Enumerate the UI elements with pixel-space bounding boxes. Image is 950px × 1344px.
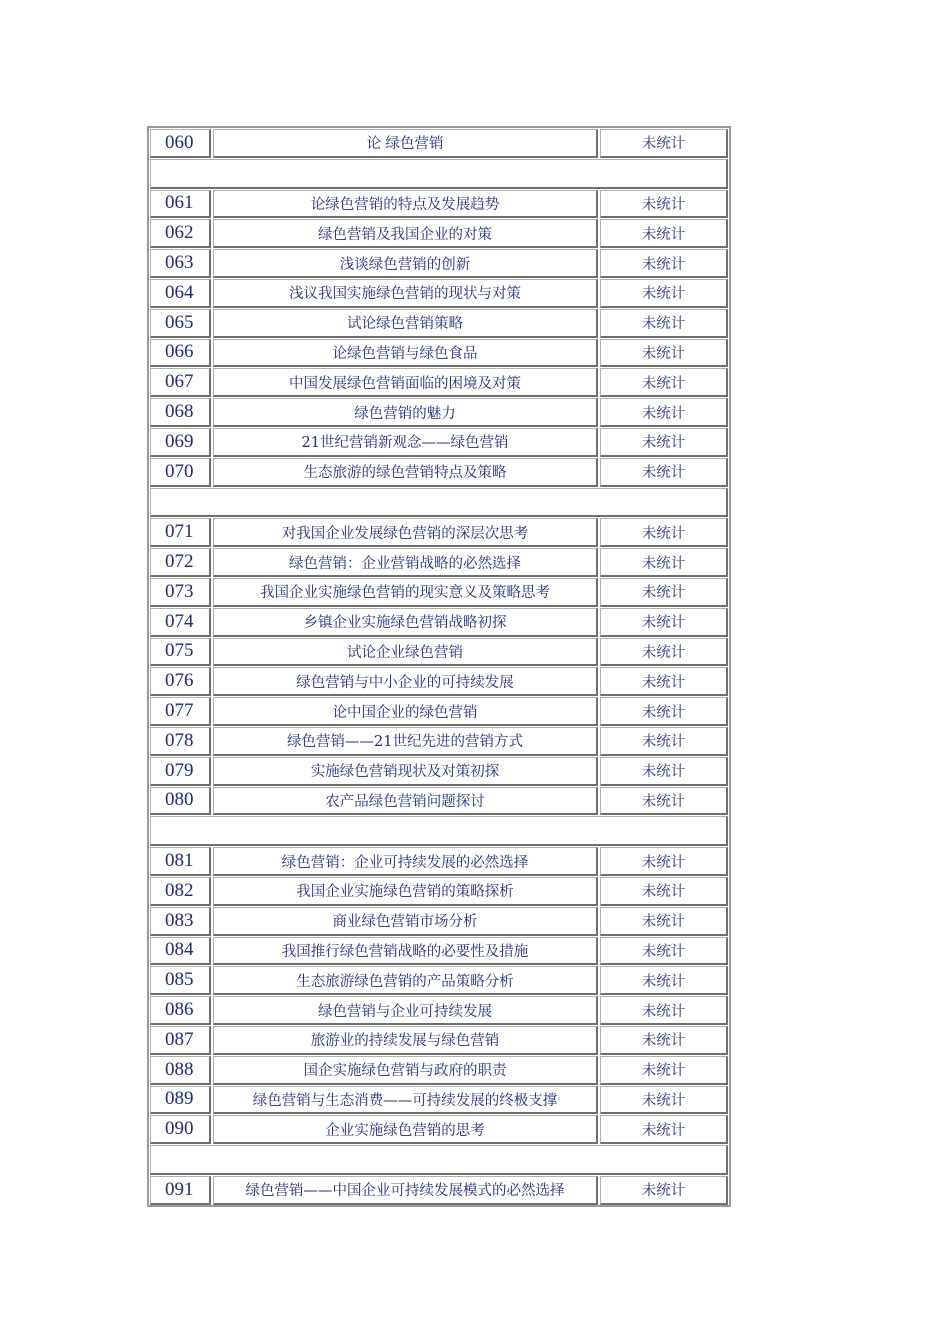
status-cell: 未统计 [600, 727, 728, 756]
paper-title: 我国企业实施绿色营销的现实意义及策略思考 [213, 578, 598, 607]
paper-list-table [147, 126, 731, 1207]
paper-title: 生态旅游绿色营销的产品策略分析 [213, 966, 598, 995]
row-number: 071 [150, 518, 211, 547]
paper-title: 论绿色营销的特点及发展趋势 [213, 190, 598, 219]
table-row [149, 1085, 729, 1115]
status-cell: 未统计 [600, 309, 728, 338]
table-row [149, 367, 729, 397]
table-row [149, 786, 729, 816]
table-row [149, 846, 729, 876]
paper-title: 绿色营销及我国企业的对策 [213, 219, 598, 248]
paper-title: 绿色营销的魅力 [213, 398, 598, 427]
status-cell: 未统计 [600, 1176, 728, 1205]
paper-title: 乡镇企业实施绿色营销战略初探 [213, 608, 598, 637]
row-number: 084 [150, 937, 211, 966]
paper-title: 我国推行绿色营销战略的必要性及措施 [213, 937, 598, 966]
row-number: 091 [150, 1176, 211, 1205]
row-number: 070 [150, 458, 211, 487]
status-cell: 未统计 [600, 548, 728, 577]
table-row [149, 936, 729, 966]
status-cell: 未统计 [600, 996, 728, 1025]
paper-title: 绿色营销与中小企业的可持续发展 [213, 667, 598, 696]
status-cell: 未统计 [600, 638, 728, 667]
separator-row [150, 488, 728, 518]
table-row [149, 248, 729, 278]
paper-title: 国企实施绿色营销与政府的职责 [213, 1056, 598, 1085]
status-cell: 未统计 [600, 907, 728, 936]
paper-title: 浅谈绿色营销的创新 [213, 249, 598, 278]
table-row [149, 278, 729, 308]
table-row [149, 1025, 729, 1055]
row-number: 075 [150, 638, 211, 667]
paper-title: 我国企业实施绿色营销的策略探析 [213, 877, 598, 906]
status-cell: 未统计 [600, 608, 728, 637]
status-cell: 未统计 [600, 877, 728, 906]
row-number: 068 [150, 398, 211, 427]
paper-title: 绿色营销与生态消费——可持续发展的终极支撑 [213, 1086, 598, 1115]
row-number: 081 [150, 847, 211, 876]
table-row [149, 1055, 729, 1085]
paper-title: 农产品绿色营销问题探讨 [213, 787, 598, 816]
row-number: 082 [150, 877, 211, 906]
table-row [149, 397, 729, 427]
row-number: 087 [150, 1026, 211, 1055]
table-row [149, 189, 729, 219]
status-cell: 未统计 [600, 667, 728, 696]
paper-title: 实施绿色营销现状及对策初探 [213, 757, 598, 786]
row-number: 060 [150, 129, 211, 158]
status-cell: 未统计 [600, 787, 728, 816]
table-row [149, 995, 729, 1025]
paper-title: 绿色营销：企业可持续发展的必然选择 [213, 847, 598, 876]
table-row [149, 876, 729, 906]
paper-title: 绿色营销——中国企业可持续发展模式的必然选择 [213, 1176, 598, 1205]
table-row [149, 577, 729, 607]
row-number: 067 [150, 368, 211, 397]
table-row [149, 906, 729, 936]
table-row [149, 965, 729, 995]
row-number: 089 [150, 1086, 211, 1115]
status-cell: 未统计 [600, 578, 728, 607]
table-row [149, 637, 729, 667]
status-cell: 未统计 [600, 937, 728, 966]
paper-title: 绿色营销与企业可持续发展 [213, 996, 598, 1025]
table-row [149, 308, 729, 338]
paper-title: 21世纪营销新观念——绿色营销 [213, 428, 598, 457]
status-cell: 未统计 [600, 1056, 728, 1085]
status-cell: 未统计 [600, 279, 728, 308]
row-number: 074 [150, 608, 211, 637]
table-row [149, 726, 729, 756]
table-row [149, 1175, 729, 1205]
row-number: 073 [150, 578, 211, 607]
table-row [149, 666, 729, 696]
table-row [149, 218, 729, 248]
row-number: 079 [150, 757, 211, 786]
table-row [149, 128, 729, 158]
row-number: 078 [150, 727, 211, 756]
table-row [149, 1114, 729, 1144]
paper-title: 试论绿色营销策略 [213, 309, 598, 338]
paper-title: 绿色营销——21世纪先进的营销方式 [213, 727, 598, 756]
status-cell: 未统计 [600, 966, 728, 995]
status-cell: 未统计 [600, 697, 728, 726]
separator-row [150, 1145, 728, 1175]
table-row [149, 607, 729, 637]
row-number: 065 [150, 309, 211, 338]
row-number: 061 [150, 190, 211, 219]
paper-title: 企业实施绿色营销的思考 [213, 1115, 598, 1144]
row-number: 083 [150, 907, 211, 936]
status-cell: 未统计 [600, 398, 728, 427]
paper-title: 论 绿色营销 [213, 129, 598, 158]
paper-title: 旅游业的持续发展与绿色营销 [213, 1026, 598, 1055]
paper-title: 绿色营销：企业营销战略的必然选择 [213, 548, 598, 577]
status-cell: 未统计 [600, 368, 728, 397]
row-number: 090 [150, 1115, 211, 1144]
row-number: 088 [150, 1056, 211, 1085]
status-cell: 未统计 [600, 757, 728, 786]
table-row [149, 547, 729, 577]
table-row [149, 338, 729, 368]
status-cell: 未统计 [600, 1026, 728, 1055]
paper-title: 试论企业绿色营销 [213, 638, 598, 667]
status-cell: 未统计 [600, 1115, 728, 1144]
table-row [149, 756, 729, 786]
status-cell: 未统计 [600, 129, 728, 158]
status-cell: 未统计 [600, 518, 728, 547]
paper-title: 对我国企业发展绿色营销的深层次思考 [213, 518, 598, 547]
paper-title: 中国发展绿色营销面临的困境及对策 [213, 368, 598, 397]
row-number: 062 [150, 219, 211, 248]
paper-title: 论中国企业的绿色营销 [213, 697, 598, 726]
row-number: 086 [150, 996, 211, 1025]
paper-title: 论绿色营销与绿色食品 [213, 339, 598, 368]
row-number: 069 [150, 428, 211, 457]
status-cell: 未统计 [600, 1086, 728, 1115]
status-cell: 未统计 [600, 428, 728, 457]
row-number: 085 [150, 966, 211, 995]
row-number: 080 [150, 787, 211, 816]
paper-title: 生态旅游的绿色营销特点及策略 [213, 458, 598, 487]
table-row [149, 427, 729, 457]
status-cell: 未统计 [600, 219, 728, 248]
table-row [149, 457, 729, 487]
row-number: 064 [150, 279, 211, 308]
paper-title: 浅议我国实施绿色营销的现状与对策 [213, 279, 598, 308]
paper-title: 商业绿色营销市场分析 [213, 907, 598, 936]
row-number: 066 [150, 339, 211, 368]
table-row [149, 696, 729, 726]
status-cell: 未统计 [600, 190, 728, 219]
table-row [149, 517, 729, 547]
status-cell: 未统计 [600, 339, 728, 368]
separator-row [150, 816, 728, 846]
status-cell: 未统计 [600, 458, 728, 487]
status-cell: 未统计 [600, 847, 728, 876]
row-number: 072 [150, 548, 211, 577]
row-number: 063 [150, 249, 211, 278]
status-cell: 未统计 [600, 249, 728, 278]
row-number: 076 [150, 667, 211, 696]
row-number: 077 [150, 697, 211, 726]
separator-row [150, 159, 728, 189]
